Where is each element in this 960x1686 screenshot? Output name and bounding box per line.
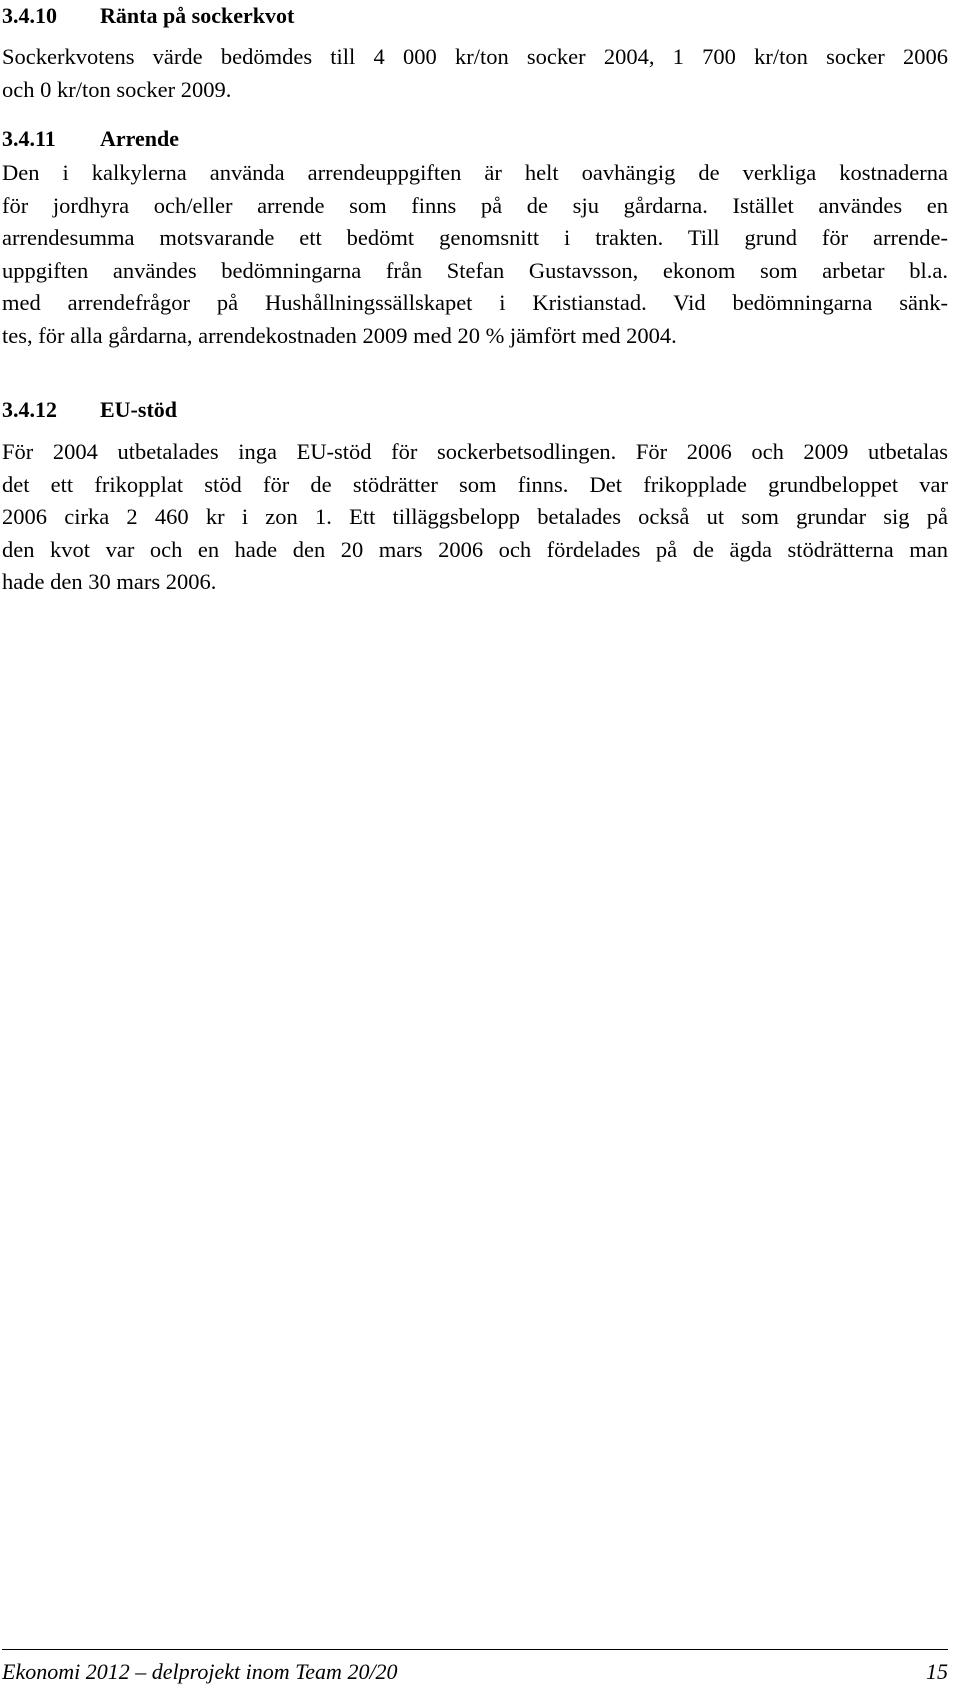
section-paragraph <box>2 436 948 599</box>
paragraph-line: hade den 30 mars 2006. <box>2 569 217 595</box>
paragraph-line: 2006 cirka 2 460 kr i zon 1. Ett tilläggsbelopp betalades också ut som grundar sig på <box>2 504 948 530</box>
footer-text: Ekonomi 2012 – delprojekt inom Team 20/20 <box>2 1659 398 1684</box>
section-heading <box>2 3 948 29</box>
paragraph-line: det ett frikopplat stöd för de stödrätter som finns. Det frikopplade grundbeloppet var <box>2 471 948 497</box>
section-title: Arrende <box>100 126 180 151</box>
section-3-4-12 <box>2 397 948 599</box>
section-paragraph <box>2 157 948 353</box>
page-footer <box>2 1649 948 1686</box>
paragraph-line: Den i kalkylerna använda arrendeuppgiften är helt oavhängig de verkliga kostnaderna <box>2 160 948 185</box>
paragraph-line: För 2004 utbetalades inga EU-stöd för sockerbetsodlingen. För 2006 och 2009 utbetalas <box>2 439 948 464</box>
section-title: Ränta på sockerkvot <box>100 3 295 28</box>
section-3-4-10 <box>2 3 948 106</box>
section-title: EU-stöd <box>100 397 178 422</box>
paragraph-line: uppgiften användes bedömningarna från Stefan Gustavsson, ekonom som arbetar bl.a. <box>2 257 948 283</box>
section-paragraph <box>2 41 948 106</box>
paragraph-line: den kvot var och en hade den 20 mars 2006 och fördelades på de ägda stödrätterna man <box>2 536 948 562</box>
paragraph-line: med arrendefrågor på Hushållningssällskapet i Kristianstad. Vid bedömningarna sänk- <box>2 290 948 316</box>
section-number: 3.4.10 <box>2 3 57 28</box>
paragraph-line: och 0 kr/ton socker 2009. <box>2 76 232 102</box>
paragraph-line: arrendesumma motsvarande ett bedömt genomsnitt i trakten. Till grund för arrende- <box>2 225 948 251</box>
section-number: 3.4.11 <box>2 126 56 151</box>
section-heading <box>2 126 948 152</box>
paragraph-line: Sockerkvotens värde bedömdes till 4 000 kr/ton socker 2004, 1 700 kr/ton socker 2006 <box>2 44 948 69</box>
section-3-4-11 <box>2 126 948 353</box>
paragraph-line: för jordhyra och/eller arrende som finns på de sju gårdarna. Istället användes en <box>2 192 948 218</box>
paragraph-line: tes, för alla gårdarna, arrendekostnaden 2009 med 20 % jämfört med 2004. <box>2 322 677 348</box>
section-heading <box>2 397 948 423</box>
section-number: 3.4.12 <box>2 397 57 422</box>
page-number: 15 <box>926 1659 948 1684</box>
